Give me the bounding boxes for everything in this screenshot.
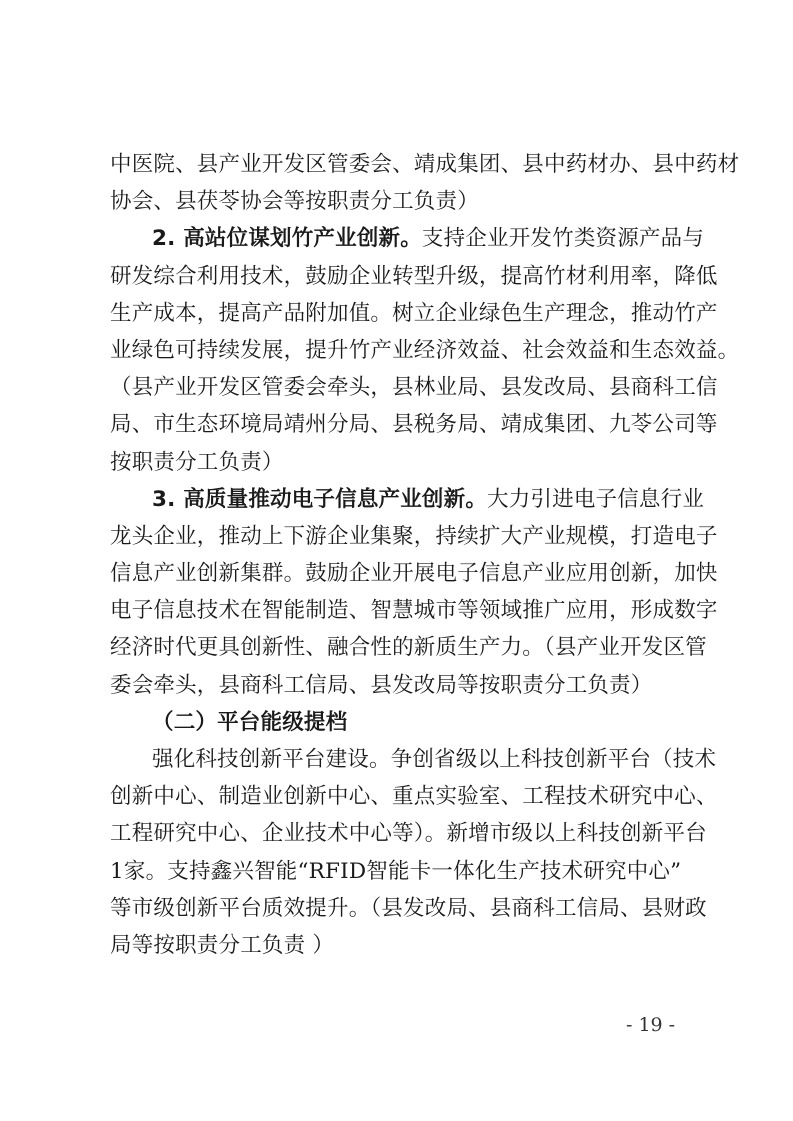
text-line: 电子信息技术在智能制造、智慧城市等领域推广应用，形成数字 bbox=[110, 598, 718, 624]
text-line: 工程研究中心、企业技术中心等）。新增市级以上科技创新平台 bbox=[110, 821, 707, 847]
item-2-text: 支持企业开发竹类资源产品与 bbox=[421, 226, 705, 252]
item-2-heading: 2. 高站位谋划竹产业创新。 bbox=[152, 226, 422, 252]
text-line: 强化科技创新平台建设。争创省级以上科技创新平台（技术 bbox=[152, 747, 717, 772]
text-line: 协会、县茯苓协会等按职责分工负责） bbox=[110, 189, 479, 215]
text-line: 委会牵头，县商科工信局、县发改局等按职责分工负责） bbox=[110, 672, 653, 698]
text-line: 经济时代更具创新性、融合性的新质生产力。（县产业开发区管 bbox=[110, 635, 707, 661]
text-line: 局等按职责分工负责 ） bbox=[110, 932, 335, 958]
text-line: 信息产业创新集群。鼓励企业开展电子信息产业应用创新，加快 bbox=[110, 561, 718, 587]
item-3-text: 大力引进电子信息行业 bbox=[487, 486, 705, 512]
page-number: - 19 - bbox=[626, 1014, 676, 1036]
text-line: 等市级创新平台质效提升。（县发改局、县商科工信局、县财政 bbox=[110, 895, 707, 921]
text-line: 龙头企业，推动上下游企业集聚，持续扩大产业规模，打造电子 bbox=[110, 523, 718, 549]
text-line: （县产业开发区管委会牵头，县林业局、县发改局、县商科工信 bbox=[110, 375, 718, 401]
section-heading: （二）平台能级提档 bbox=[152, 709, 348, 735]
item-3-heading: 3. 高质量推动电子信息产业创新。 bbox=[152, 486, 488, 512]
text-line: 创新中心、制造业创新中心、重点实验室、工程技术研究中心、 bbox=[110, 784, 718, 810]
text-line: 业绿色可持续发展，提升竹产业经济效益、社会效益和生态效益。 bbox=[110, 337, 740, 363]
text-line: 生产成本，提高产品附加值。树立企业绿色生产理念，推动竹产 bbox=[110, 300, 718, 326]
text-line: 按职责分工负责） bbox=[110, 449, 284, 475]
document-body bbox=[110, 146, 740, 964]
text-line: 中医院、县产业开发区管委会、靖成集团、县中药材办、县中药材 bbox=[110, 152, 740, 177]
item-3-paragraph-start bbox=[110, 481, 705, 518]
item-2-paragraph-start bbox=[110, 220, 705, 257]
text-line: 1家。支持鑫兴智能“RFID智能卡一体化生产技术研究中心” bbox=[110, 858, 682, 884]
text-line: 研发综合利用技术，鼓励企业转型升级，提高竹材利用率，降低 bbox=[110, 263, 718, 289]
text-line: 局、市生态环境局靖州分局、县税务局、靖成集团、九苓公司等 bbox=[110, 412, 718, 438]
